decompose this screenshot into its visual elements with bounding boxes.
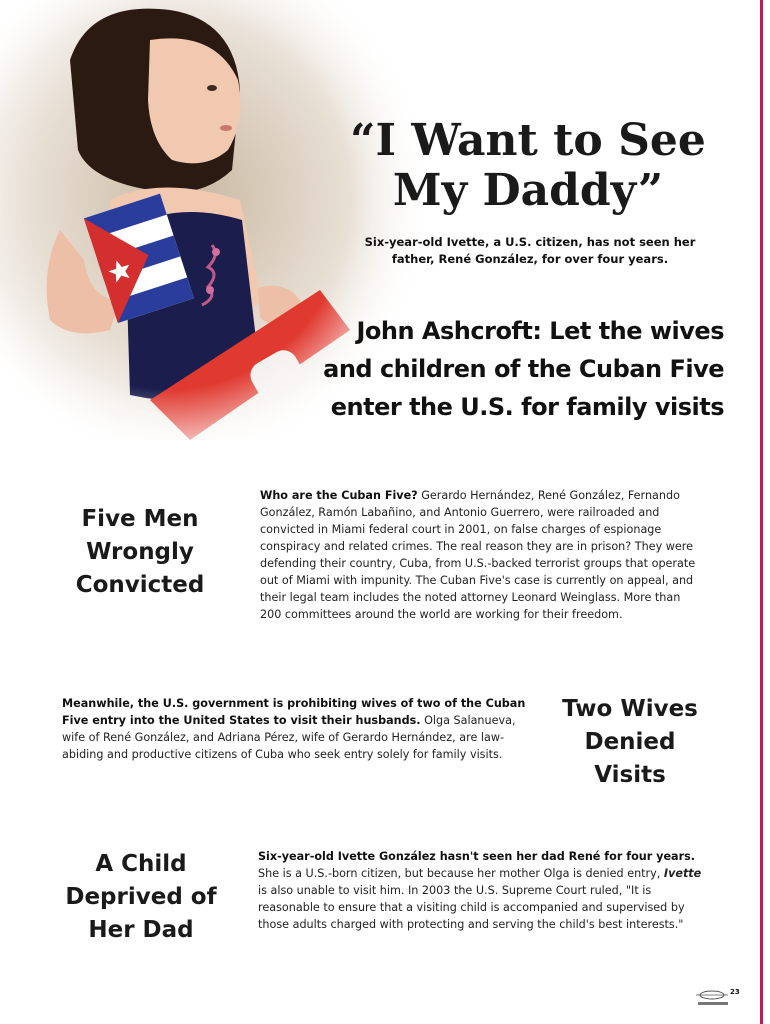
callout-line-1: John Ashcroft: Let the wives — [356, 317, 724, 345]
section-body-two-wives — [62, 695, 532, 763]
subhead — [360, 234, 700, 268]
section-body-text: is also unable to visit him. In 2003 the U.S. Supreme Court ruled, "It is reasonable to ensure that a visiting child is accompanied and supervised by those adults charged with protecting and serving the child's best interests." — [258, 884, 685, 931]
section-body-text: Olga Salanueva, wife of René González, and Adriana Pérez, wife of Gerardo Hernández, are law-abiding and productive citizens of Cuba who seek entry solely for family visits. — [62, 714, 516, 761]
section-title-line: Visits — [594, 762, 666, 788]
section-title-two-wives — [550, 693, 710, 792]
section-lead: Meanwhile, the U.S. government is prohibiting wives of two of the Cuban Five entry into the United States to visit their husbands. — [62, 697, 526, 727]
headline-line-2: My Daddy” — [392, 165, 664, 216]
section-title-line: A Child — [95, 851, 187, 877]
section-body-emphasis: Ivette — [663, 867, 702, 880]
page-number: 23 — [730, 988, 740, 996]
section-title-line: Five Men — [81, 506, 199, 532]
section-body-text: She is a U.S.-born citizen, but because her mother Olga is denied entry, — [258, 867, 664, 880]
callout-line-2: and children of the Cuban Five — [323, 355, 724, 383]
section-title-line: Convicted — [75, 572, 205, 598]
callout-line-3: enter the U.S. for family visits — [330, 393, 724, 421]
section-body-five-men — [260, 487, 705, 623]
subhead-line-2: father, René González, for over four years. — [391, 252, 669, 266]
section-title-line: Her Dad — [88, 917, 194, 943]
section-title-line: Two Wives — [562, 696, 698, 722]
subhead-line-1: Six-year-old Ivette, a U.S. citizen, has not seen her — [364, 235, 696, 249]
section-body-a-child — [258, 848, 703, 933]
headline-line-1: “I Want to See — [350, 115, 706, 166]
page-edge — [760, 0, 770, 1024]
section-body-text: Gerardo Hernández, René González, Fernando González, Ramón Labañino, and Antonio Guerrero, were railroaded and convicted in Miami federal court in 2001, on false charges of espionage conspiracy and related crimes. The real reason they are in prison? They were defending their country, Cuba, from U.S.-backed terrorist groups that operate out of Miami with impunity. The Cuban Five's case is currently on appeal, and their legal team includes the noted attorney Leonard Weinglass. More than 200 committees around the world are working for their freedom. — [260, 489, 696, 621]
section-title-line: Deprived of — [65, 884, 217, 910]
callout — [320, 312, 724, 426]
section-title-five-men — [60, 503, 220, 602]
section-lead: Six-year-old Ivette González hasn't seen her dad René for four years. — [258, 850, 696, 863]
headline — [318, 116, 738, 216]
section-title-a-child — [56, 848, 226, 947]
section-title-line: Denied — [584, 729, 676, 755]
section-lead: Who are the Cuban Five? — [260, 489, 418, 502]
section-title-line: Wrongly — [86, 539, 194, 565]
